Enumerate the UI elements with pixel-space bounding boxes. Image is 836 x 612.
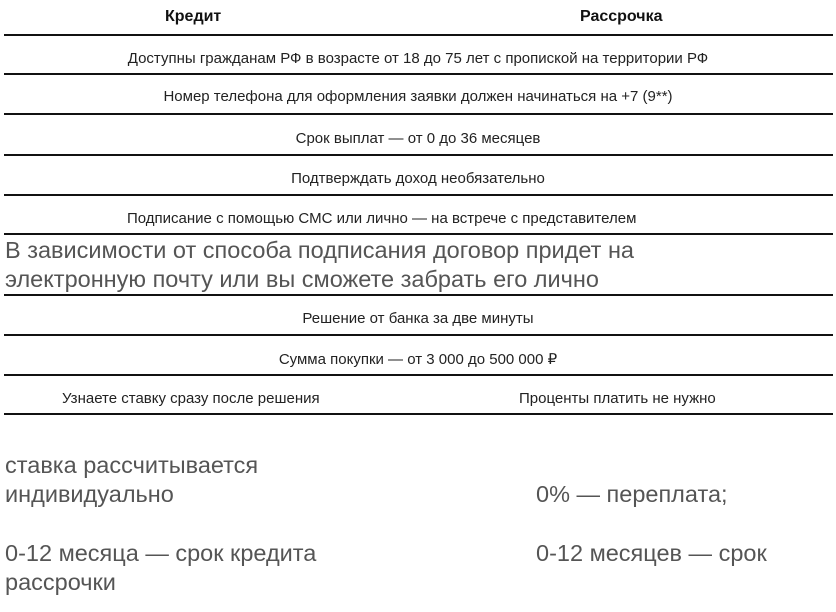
signing-row: Подписание с помощью СМС или лично — на встрече с представителем xyxy=(127,210,637,227)
detail-line: ставка рассчитывается xyxy=(5,452,259,478)
divider xyxy=(4,334,833,336)
amount-row: Сумма покупки — от 3 000 до 500 000 ₽ xyxy=(278,351,558,368)
divider xyxy=(4,233,833,235)
eligibility-row: Доступны гражданам РФ в возрасте от 18 до 75 лет с пропиской на территории РФ xyxy=(127,50,709,67)
divider xyxy=(4,194,833,196)
detail-line: 0-12 месяца — срок кредита xyxy=(5,540,317,566)
credit-rate-detail xyxy=(5,451,258,509)
installment-term-detail: 0-12 месяцев — срок xyxy=(536,540,767,566)
contract-note xyxy=(5,236,634,294)
detail-line: индивидуально xyxy=(5,481,174,507)
divider xyxy=(4,413,833,415)
phone-row: Номер телефона для оформления заявки должен начинаться на +7 (9**) xyxy=(163,88,673,105)
divider xyxy=(4,34,833,36)
divider xyxy=(4,113,833,115)
contract-note-line: электронную почту или вы сможете забрать его лично xyxy=(5,266,599,292)
rate-installment: Проценты платить не нужно xyxy=(519,390,716,407)
divider xyxy=(4,73,833,75)
column-header-installment: Рассрочка xyxy=(580,8,663,25)
income-row: Подтверждать доход необязательно xyxy=(291,170,545,187)
divider xyxy=(4,154,833,156)
rate-credit: Узнаете ставку сразу после решения xyxy=(62,390,320,407)
column-header-credit: Кредит xyxy=(165,8,222,25)
decision-row: Решение от банка за две минуты xyxy=(302,310,534,327)
detail-line: рассрочки xyxy=(5,569,116,595)
contract-note-line: В зависимости от способа подписания договор придет на xyxy=(5,237,635,263)
divider xyxy=(4,374,833,376)
credit-term-detail xyxy=(5,539,316,597)
term-row: Срок выплат — от 0 до 36 месяцев xyxy=(295,130,541,147)
installment-overpay-detail: 0% — переплата; xyxy=(536,481,728,507)
divider xyxy=(4,294,833,296)
